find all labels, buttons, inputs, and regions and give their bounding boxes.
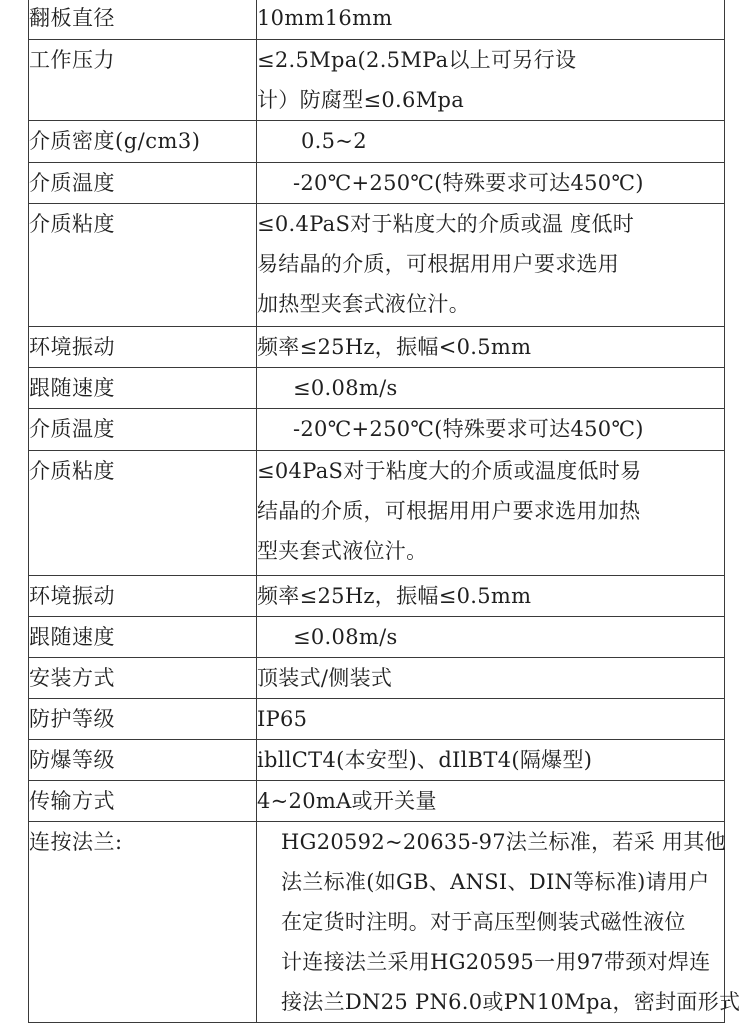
spec-label: 介质温度 <box>29 163 257 204</box>
spec-row-explosion-proof-level <box>29 740 725 781</box>
spec-row-follow-speed <box>29 617 725 658</box>
spec-value <box>257 40 725 121</box>
spec-value <box>257 409 725 451</box>
spec-value-line: HG20592~20635-97法兰标准，若采 用其他 <box>281 830 726 854</box>
spec-value-line: ≤0.4PaS对于粘度大的介质或温 度低时 <box>257 212 635 236</box>
spec-value-line: 接法兰DN25 PN6.0或PN10Mpa，密封面形式 <box>281 990 741 1014</box>
spec-value-line: 法兰标准(如GB、ANSI、DIN等标准)请用户 <box>281 870 710 894</box>
spec-table <box>28 0 741 1023</box>
spec-label: 环境振动 <box>29 576 257 617</box>
spec-value <box>257 658 725 699</box>
spec-row-medium-temperature <box>29 163 725 204</box>
spec-value-line: -20℃+250℃(特殊要求可达450℃) <box>293 417 644 441</box>
spec-value-line: 型夹套式液位汁。 <box>257 539 428 563</box>
spec-row-medium-viscosity <box>29 204 725 327</box>
spec-label: 防护等级 <box>29 699 257 740</box>
spec-label: 防爆等级 <box>29 740 257 781</box>
spec-value-line: ≤2.5Mpa(2.5MPa以上可另行设 <box>257 48 577 72</box>
spec-value-line: 频率≤25Hz，振幅<0.5mm <box>257 335 532 359</box>
spec-row-flap-diameter <box>29 0 725 40</box>
spec-label: 跟随速度 <box>29 617 257 658</box>
spec-row-ambient-vibration <box>29 327 725 368</box>
spec-value-line: 加热型夹套式液位汁。 <box>257 292 470 316</box>
spec-value <box>257 781 725 822</box>
spec-row-working-pressure <box>29 40 725 121</box>
spec-row-connection-flange <box>29 822 725 1023</box>
spec-value-line: 在定货时注明。对于高压型侧装式磁性液位 <box>281 910 686 934</box>
spec-value-line: -20℃+250℃(特殊要求可达450℃) <box>293 171 644 195</box>
spec-row-installation-method <box>29 658 725 699</box>
spec-value <box>257 451 725 576</box>
spec-row-medium-viscosity <box>29 451 725 576</box>
spec-value-line: 计连接法兰采用HG20595一用97带颈对焊连 <box>281 950 711 974</box>
spec-value-line: 频率≤25Hz，振幅≤0.5mm <box>257 584 532 608</box>
spec-label: 安装方式 <box>29 658 257 699</box>
spec-value-line: 0.5~2 <box>301 129 367 153</box>
spec-value-line: 4~20mA或开关量 <box>257 789 437 813</box>
spec-value-line: ≤0.08m/s <box>293 625 398 649</box>
spec-value <box>257 327 725 368</box>
spec-value-line: 计）防腐型≤0.6Mpa <box>257 88 465 112</box>
spec-label: 介质温度 <box>29 409 257 451</box>
spec-value-line: IP65 <box>257 707 308 731</box>
spec-value-line: ibllCT4(本安型)、dIlBT4(隔爆型) <box>257 748 593 772</box>
spec-label: 介质粘度 <box>29 451 257 576</box>
spec-value <box>257 204 725 327</box>
spec-value <box>257 699 725 740</box>
spec-value <box>257 822 741 1023</box>
spec-label: 跟随速度 <box>29 368 257 409</box>
spec-row-ambient-vibration <box>29 576 725 617</box>
spec-label: 环境振动 <box>29 327 257 368</box>
spec-row-transmission-method <box>29 781 725 822</box>
spec-label: 介质密度(g/cm3) <box>29 121 257 163</box>
spec-value-line: 10mm16mm <box>257 6 393 30</box>
spec-value-line: ≤04PaS对于粘度大的介质或温度低时易 <box>257 459 642 483</box>
spec-label: 工作压力 <box>29 40 257 121</box>
spec-row-protection-level <box>29 699 725 740</box>
spec-value <box>257 617 725 658</box>
spec-row-medium-temperature <box>29 409 725 451</box>
spec-row-medium-density <box>29 121 725 163</box>
spec-value <box>257 163 725 204</box>
spec-value-line: 顶装式/侧装式 <box>257 666 393 690</box>
spec-label: 连按法兰: <box>29 822 257 1023</box>
spec-value-line: 易结晶的介质，可根据用用户要求选用 <box>257 252 620 276</box>
spec-value <box>257 740 725 781</box>
spec-value-line: 结晶的介质，可根据用用户要求选用加热 <box>257 499 641 523</box>
spec-label: 介质粘度 <box>29 204 257 327</box>
spec-label: 翻板直径 <box>29 0 257 40</box>
spec-value <box>257 121 725 163</box>
spec-row-follow-speed <box>29 368 725 409</box>
spec-value <box>257 0 725 40</box>
spec-value <box>257 368 725 409</box>
spec-label: 传输方式 <box>29 781 257 822</box>
spec-value-line: ≤0.08m/s <box>293 376 398 400</box>
spec-value <box>257 576 725 617</box>
